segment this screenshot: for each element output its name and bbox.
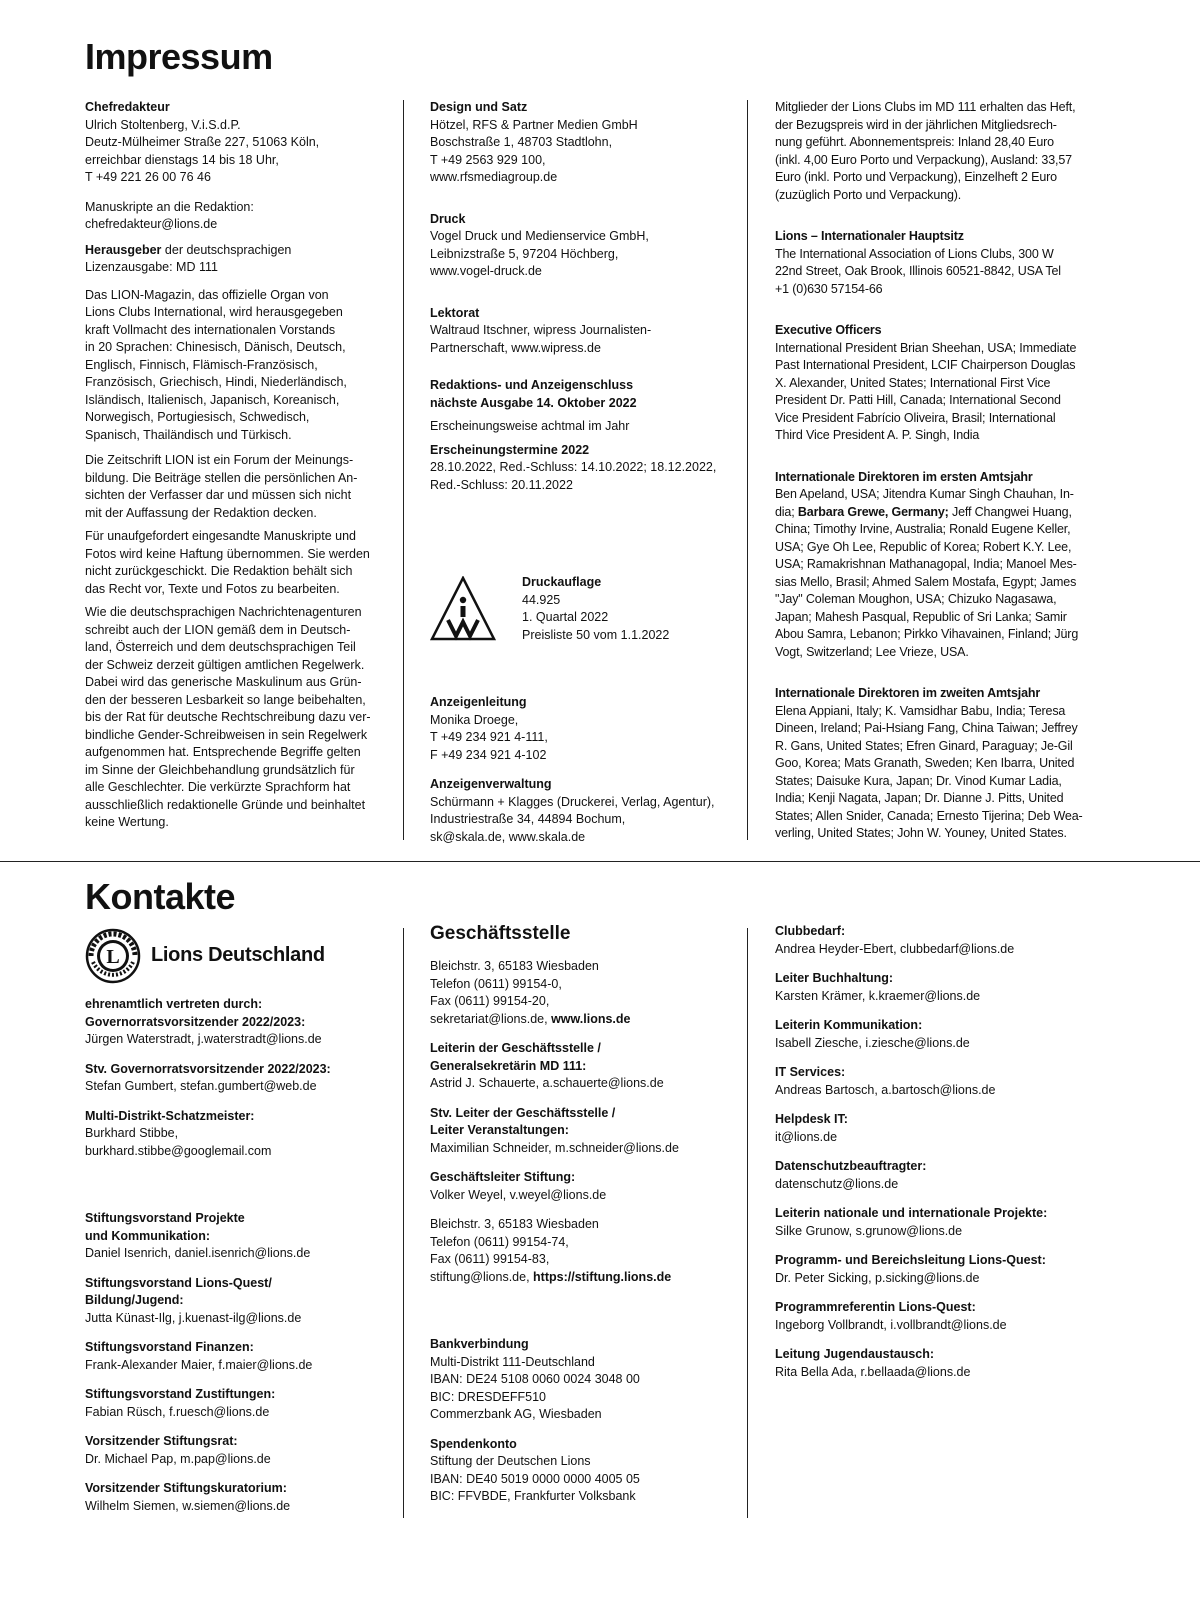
direktoren2-line: Goo, Korea; Mats Granath, Sweden; Ken Ibarra, United [775,756,1075,770]
redaktionsschluss-date: nächste Ausgabe 14. Oktober 2022 [430,395,637,410]
erscheinungstermine-label: Erscheinungstermine 2022 [430,442,590,457]
contact-label: Clubbedarf: [775,924,846,938]
contact-label: Programm- und Bereichsleitung Lions-Quest: [775,1253,1046,1267]
paragraph-line: Norwegisch, Portugiesisch, Schwedisch, [85,410,310,424]
paragraph-line: Euro (inkl. Porto und Verpackung), Einzelheft 2 Euro [775,170,1057,184]
contact-line: Daniel Isenrich, daniel.isenrich@lions.de [85,1246,311,1260]
contact-label: Stv. Governorratsvorsitzender 2022/2023: [85,1061,331,1076]
anzeigenverwaltung-label: Anzeigenverwaltung [430,777,552,791]
paragraph-line: Isländisch, Italienisch, Japanisch, Koreanisch, [85,392,340,407]
bank-line: Multi-Distrikt 111-Deutschland [430,1354,595,1369]
column-divider [747,100,748,840]
paragraph-line: schreibt auch der LION gemäß dem in Deutsch- [85,622,351,637]
anzeigenverwaltung-block [430,776,730,846]
paragraph-line: Englisch, Finnisch, Flämisch-Französisch, [85,357,318,372]
contact-label: IT Services: [775,1065,846,1079]
paragraph-line: Mitglieder der Lions Clubs im MD 111 erhalten das Heft, [775,100,1076,114]
anzeigenleitung-label: Anzeigenleitung [430,695,527,709]
spenden-bic: BIC: FFVBDE, Frankfurter Volksbank [430,1489,636,1503]
contact-label: Leiter Buchhaltung: [775,971,894,985]
contact-block [430,1105,730,1158]
lektorat-line: Waltraud Itschner, wipress Journalisten- [430,323,652,337]
paragraph-line: Dabei wird das generische Maskulinum aus Grün- [85,675,362,689]
contact-line: Frank-Alexander Maier, f.maier@lions.de [85,1357,313,1372]
contact-label: Leiter Veranstaltungen: [430,1123,569,1137]
contact-block [775,1064,1105,1099]
address-line: Bleichstr. 3, 65183 Wiesbaden [430,959,599,973]
column-divider [403,928,404,1518]
contact-label: Helpdesk IT: [775,1112,848,1126]
contact-block [775,1346,1105,1381]
contact-block [775,923,1105,958]
contact-label: Stv. Leiter der Geschäftsstelle / [430,1105,616,1120]
design-label: Design und Satz [430,100,528,114]
contact-line: Dr. Michael Pap, m.pap@lions.de [85,1451,271,1466]
direktoren1-label: Internationale Direktoren im ersten Amtsjahr [775,469,1033,484]
spendenkonto-block [430,1436,730,1506]
direktoren1-line: USA; Gye Oh Lee, Republic of Korea; Robert K.Y. Lee, [775,539,1072,554]
direktoren1-line: sias Mello, Brasil; Ahmed Salem Mostafa, Egypt; James [775,574,1077,589]
address-line: Telefon (0611) 99154-0, [430,976,562,991]
bank-bic: BIC: DRESDEFF510 [430,1389,547,1404]
paragraph-line: kraft Vollmacht des internationalen Vorstands [85,322,336,337]
direktoren2-line: verling, United States; John W. Youney, United States. [775,826,1067,840]
contact-block [775,1017,1105,1052]
paragraph-line: der Bezugspreis wird in der jährlichen Mitgliedsrech- [775,117,1057,132]
redaktionsschluss-block [430,377,730,436]
lektorat-block [430,305,730,358]
paragraph-line: Das LION-Magazin, das offizielle Organ von [85,287,329,302]
executive-line: Vice President Fabrício Oliveira, Brasil; International [775,410,1056,425]
direktoren1-line: Abou Samra, Lebanon; Pirkko Vihavainen, Finland; Jürg [775,627,1079,641]
lions-website-link[interactable]: www.lions.de [551,1011,631,1026]
direktoren1-line: Ben Apeland, USA; Jitendra Kumar Singh Chauhan, In- [775,487,1074,501]
paragraph-line: alle Geschlechter. Die verkürzte Sprachform hat [85,780,351,794]
paragraph-line: aufgenommen hat. Entsprechende Begriffe gelten [85,745,361,759]
contact-label: Vorsitzender Stiftungsrat: [85,1434,238,1448]
ivw-logo-icon [430,576,496,642]
anzeigenleitung-line: F +49 234 921 4-102 [430,747,547,762]
contact-line: burkhard.stibbe@googlemail.com [85,1143,272,1158]
contact-block [85,1433,385,1468]
herausgeber-label: Herausgeber [85,242,162,257]
erscheinungstermine-block [430,442,730,495]
paragraph-line: Französisch, Griechisch, Hindi, Niederländisch, [85,375,347,389]
sekretariat-email-link[interactable]: sekretariat@lions.de, [430,1011,552,1026]
direktoren1-line-part: Jeff Changwei Huang, [948,504,1072,519]
spenden-iban: IBAN: DE40 5019 0000 0000 4005 05 [430,1471,640,1486]
contact-line: Astrid J. Schauerte, a.schauerte@lions.de [430,1076,664,1090]
contact-block [85,996,385,1049]
design-block [430,99,730,187]
contact-line: Ingeborg Vollbrandt, i.vollbrandt@lions.de [775,1317,1007,1332]
haftung-paragraph [85,528,385,598]
contact-label: Vorsitzender Stiftungskuratorium: [85,1481,287,1495]
executive-officers-block [775,322,1105,445]
executive-line: Third Vice President A. P. Singh, India [775,428,980,442]
contact-label: Geschäftsleiter Stiftung: [430,1170,576,1184]
chefredakteur-block [85,99,385,187]
impressum-title: Impressum [85,36,273,77]
paragraph-line: Wie die deutschsprachigen Nachrichtenagenturen [85,605,362,619]
direktoren2-line: States; Allen Snider, Canada; Ernesto Tijerina; Deb Wea- [775,808,1083,823]
hauptsitz-line: 22nd Street, Oak Brook, Illinois 60521-8842, USA Tel [775,264,1061,278]
herausgeber-text: der deutschsprachigen [161,242,292,257]
column-divider [747,928,748,1518]
paragraph-line: nicht zurückgeschickt. Die Redaktion behält sich [85,564,353,578]
paragraph-line: den der besseren Lesbarkeit so lange beibehalten, [85,692,366,707]
manuskripte-email: chefredakteur@lions.de [85,217,218,231]
contact-block [430,1040,730,1093]
bankverbindung-block [430,1336,730,1424]
direktoren2-line: Elena Appiani, Italy; K. Vamsidhar Babu, India; Teresa [775,703,1066,718]
direktoren1-line-part: dia; [775,504,798,519]
direktoren1-line: Vogt, Switzerland; Lee Vrieze, USA. [775,644,969,659]
bank-line: Commerzbank AG, Wiesbaden [430,1407,602,1421]
druckauflage-value: 44.925 [522,592,561,607]
lektorat-label: Lektorat [430,305,480,320]
contact-label: Bildung/Jugend: [85,1293,184,1307]
druck-website-link[interactable]: www.vogel-druck.de [430,264,542,278]
contact-label: Datenschutzbeauftragter: [775,1159,927,1173]
direktoren2-line: States; Daisuke Kura, Japan; Dr. Vinod Kumar Ladia, [775,773,1062,788]
herausgeber-lizenz: Lizenzausgabe: MD 111 [85,260,218,274]
address-line: Fax (0611) 99154-20, [430,994,550,1008]
chefredakteur-phone: T +49 221 26 00 76 46 [85,170,211,184]
herausgeber-block [85,242,385,277]
contact-block [775,1158,1105,1193]
bankverbindung-label: Bankverbindung [430,1337,529,1351]
contact-label: Leitung Jugendaustausch: [775,1347,935,1361]
bank-iban: IBAN: DE24 5108 0060 0024 3048 00 [430,1372,640,1386]
contact-line: datenschutz@lions.de [775,1176,899,1191]
executive-line: President Dr. Patti Hill, Canada; International Second [775,393,1061,407]
direktoren2-line: Dineen, Ireland; Pai-Hsiang Fang, China Taiwan; Jeffrey [775,721,1078,735]
contact-line: Jürgen Waterstradt, j.waterstradt@lions.de [85,1032,322,1046]
contact-line: Stefan Gumbert, stefan.gumbert@web.de [85,1079,317,1093]
address-line: Telefon (0611) 99154-74, [430,1234,569,1249]
mitglieder-paragraph [775,99,1105,204]
contact-line: Jutta Künast-Ilg, j.kuenast-ilg@lions.de [85,1310,302,1325]
hauptsitz-line: +1 (0)630 57154-66 [775,281,883,296]
contact-line: Rita Bella Ada, r.bellaada@lions.de [775,1364,971,1379]
contact-label: Stiftungsvorstand Lions-Quest/ [85,1275,272,1290]
direktoren1-highlight: Barbara Grewe, Germany; [797,504,949,519]
erscheinungstermine-line: 28.10.2022, Red.-Schluss: 14.10.2022; 18.12.2022, [430,460,717,474]
chefredakteur-label: Chefredakteur [85,100,170,114]
direktoren2-label: Internationale Direktoren im zweiten Amtsjahr [775,686,1041,700]
contact-block [85,1108,385,1161]
paragraph-line: mit der Auffassung der Redaktion decken. [85,505,317,520]
anzeigenverwaltung-contact-link[interactable]: sk@skala.de, www.skala.de [430,829,586,844]
kontakte-column-2 [430,922,730,1506]
druckauflage-preisliste: Preisliste 50 vom 1.1.2022 [522,627,670,642]
contact-label: ehrenamtlich vertreten durch: [85,997,263,1011]
contact-label: Governorratsvorsitzender 2022/2023: [85,1014,306,1029]
paragraph-line: Spanisch, Thailändisch und Türkisch. [85,427,292,442]
druck-block [430,211,730,281]
redaktionsschluss-label: Redaktions- und Anzeigenschluss [430,378,634,392]
lions-deutschland-wordmark: Lions Deutschland [151,944,325,967]
anzeigenverwaltung-line: Industriestraße 34, 44894 Bochum, [430,812,626,826]
contact-label: Stiftungsvorstand Projekte [85,1211,245,1225]
design-line: Boschstraße 1, 48703 Stadtlohn, [430,135,613,149]
contact-block [775,1205,1105,1240]
impressum-column-2 [430,99,730,846]
emblem-letter: L [106,946,120,968]
forum-paragraph [85,452,385,522]
contact-label: und Kommunikation: [85,1228,210,1243]
stiftung-email-link[interactable]: stiftung@lions.de, [430,1269,534,1284]
contact-block [85,1386,385,1421]
executive-line: International President Brian Sheehan, USA; Immediate [775,340,1077,355]
contact-line: Burkhard Stibbe, [85,1126,179,1140]
paragraph-line: Die Zeitschrift LION ist ein Forum der Meinungs- [85,453,354,467]
contact-label: Multi-Distrikt-Schatzmeister: [85,1108,255,1123]
contact-label: Generalsekretärin MD 111: [430,1058,587,1073]
contact-line: Andrea Heyder-Ebert, clubbedarf@lions.de [775,941,1015,956]
contact-label: Stiftungsvorstand Zustiftungen: [85,1387,276,1401]
contact-line: Wilhelm Siemen, w.siemen@lions.de [85,1498,291,1513]
hauptsitz-label: Lions – Internationaler Hauptsitz [775,229,964,243]
contact-block [430,1169,730,1204]
lektorat-line: Partnerschaft, www.wipress.de [430,340,601,355]
contact-block [85,1480,385,1515]
gender-paragraph [85,604,385,832]
druck-line: Leibnizstraße 5, 97204 Höchberg, [430,246,619,261]
contact-label: Leiterin der Geschäftsstelle / [430,1041,601,1055]
stiftung-website-link[interactable]: https://stiftung.lions.de [533,1269,672,1284]
erscheinungstermine-line: Red.-Schluss: 20.11.2022 [430,477,573,492]
chefredakteur-address: Deutz-Mülheimer Straße 227, 51063 Köln, [85,135,320,149]
anzeigenleitung-block [430,694,730,764]
contact-line: Silke Grunow, s.grunow@lions.de [775,1223,963,1238]
spenden-line: Stiftung der Deutschen Lions [430,1454,591,1468]
column-divider [403,100,404,840]
contact-line: it@lions.de [775,1129,838,1144]
executive-line: Past International President, LCIF Chairperson Douglas [775,358,1076,372]
direktoren1-line: Japan; Mahesh Pasqual, Republic of Sri Lanka; Samir [775,609,1067,624]
hauptsitz-line: The International Association of Lions Clubs, 300 W [775,246,1054,261]
kontakte-title: Kontakte [85,876,236,917]
direktoren2-line: India; Kenji Nagata, Japan; Dr. Dianne J. Pitts, United [775,791,1064,805]
executive-line: X. Alexander, United States; International First Vice [775,375,1051,390]
direktoren1-line: USA; Ramakrishnan Mathanagopal, India; Manoel Mes- [775,557,1077,571]
address-line: Bleichstr. 3, 65183 Wiesbaden [430,1217,599,1231]
paragraph-line: nung geführt. Abonnementspreis: Inland 28,40 Euro [775,135,1054,149]
anzeigenleitung-line: T +49 234 921 4-111, [430,730,548,744]
contact-block [775,1111,1105,1146]
paragraph-line: (zuzüglich Porto und Verpackung). [775,187,962,202]
contact-line: Karsten Krämer, k.kraemer@lions.de [775,988,981,1003]
lions-deutschland-logo [85,928,385,984]
druck-label: Druck [430,211,466,226]
contact-block [85,1339,385,1374]
geschaeftsstelle-address-block [430,958,730,1028]
chefredakteur-name: Ulrich Stoltenberg, V.i.S.d.P. [85,117,241,132]
contact-label: Programmreferentin Lions-Quest: [775,1300,976,1314]
contact-label: Leiterin nationale und internationale Projekte: [775,1206,1048,1220]
lions-emblem-icon [85,928,141,984]
geschaeftsstelle-heading: Geschäftsstelle [430,923,571,944]
paragraph-line: (inkl. 4,00 Euro Porto und Verpackung), Ausland: 33,57 [775,152,1072,167]
design-website-link[interactable]: www.rfsmediagroup.de [430,170,558,184]
impressum-column-1 [85,99,385,832]
direktoren-zweites-amtsjahr-block [775,685,1105,843]
erscheinungsweise-text: Erscheinungsweise achtmal im Jahr [430,419,630,433]
contact-label: Stiftungsvorstand Finanzen: [85,1340,254,1354]
contact-line: Isabell Ziesche, i.ziesche@lions.de [775,1035,970,1050]
paragraph-line: keine Wertung. [85,815,169,829]
contact-line: Volker Weyel, v.weyel@lions.de [430,1187,607,1202]
contact-block [85,1210,385,1263]
lion-magazin-paragraph [85,287,385,445]
address-line: Fax (0611) 99154-83, [430,1252,550,1266]
contact-line: Fabian Rüsch, f.ruesch@lions.de [85,1404,270,1419]
kontakte-column-3 [775,923,1105,1381]
kontakte-column-1 [85,928,385,1515]
manuskripte-block [85,199,385,234]
paragraph-line: Fotos wird keine Haftung übernommen. Sie werden [85,546,370,561]
paragraph-line: Für unaufgefordert eingesandte Manuskripte und [85,529,357,543]
contact-block [85,1275,385,1328]
paragraph-line: Lions Clubs International, wird herausgegeben [85,305,343,319]
design-line: Hötzel, RFS & Partner Medien GmbH [430,117,638,132]
contact-block [775,1252,1105,1287]
paragraph-line: bindliche Gender-Schreibweisen in sein Regelwerk [85,727,368,742]
contact-line: Andreas Bartosch, a.bartosch@lions.de [775,1082,996,1097]
contact-block [85,1061,385,1096]
contact-block [775,1299,1105,1334]
direktoren1-line: "Jay" Coleman Moughon, USA; Chizuko Nagasawa, [775,592,1057,606]
chefredakteur-hours: erreichbar dienstags 14 bis 18 Uhr, [85,152,279,167]
paragraph-line: im Sinne der Gleichbehandlung grundsätzlich für [85,762,355,777]
spendenkonto-label: Spendenkonto [430,1436,517,1451]
direktoren2-line: R. Gans, United States; Efren Ginard, Paraguay; Je-Gil [775,738,1073,753]
anzeigenverwaltung-line: Schürmann + Klagges (Druckerei, Verlag, Agentur), [430,794,715,809]
paragraph-line: bis der Rat für deutsche Rechtschreibung dazu ver- [85,710,371,724]
section-divider [0,861,1200,862]
paragraph-line: sichten der Verfasser dar und müssen sich nicht [85,488,352,502]
executive-officers-label: Executive Officers [775,323,882,337]
direktoren1-line: China; Timothy Irvine, Australia; Ronald Eugene Keller, [775,522,1071,536]
manuskripte-text: Manuskripte an die Redaktion: [85,199,254,214]
druck-line: Vogel Druck und Medienservice GmbH, [430,229,649,243]
hauptsitz-block [775,228,1105,298]
druckauflage-quarter: 1. Quartal 2022 [522,610,609,624]
stiftung-address-block [430,1216,730,1286]
paragraph-line: der Schweiz derzeit gültigen amtlichen Regelwerk. [85,657,365,672]
druckauflage-block [430,574,730,644]
contact-block [775,970,1105,1005]
impressum-column-3 [775,99,1105,843]
paragraph-line: in 20 Sprachen: Chinesisch, Dänisch, Deutsch, [85,340,346,354]
paragraph-line: das Recht vor, Texte und Fotos zu bearbeiten. [85,581,340,596]
direktoren-erstes-amtsjahr-block [775,469,1105,662]
paragraph-line: bildung. Die Beiträge stellen die persönlichen An- [85,470,358,485]
contact-line: Dr. Peter Sicking, p.sicking@lions.de [775,1270,980,1285]
contact-label: Leiterin Kommunikation: [775,1018,923,1032]
druckauflage-label: Druckauflage [522,575,602,589]
paragraph-line: ausschließlich redaktionelle Gründe und beinhaltet [85,797,366,812]
paragraph-line: land, Österreich und dem deutschsprachigen Teil [85,640,356,654]
contact-line: Maximilian Schneider, m.schneider@lions.de [430,1140,679,1155]
anzeigenleitung-line: Monika Droege, [430,712,519,727]
design-line: T +49 2563 929 100, [430,152,546,167]
